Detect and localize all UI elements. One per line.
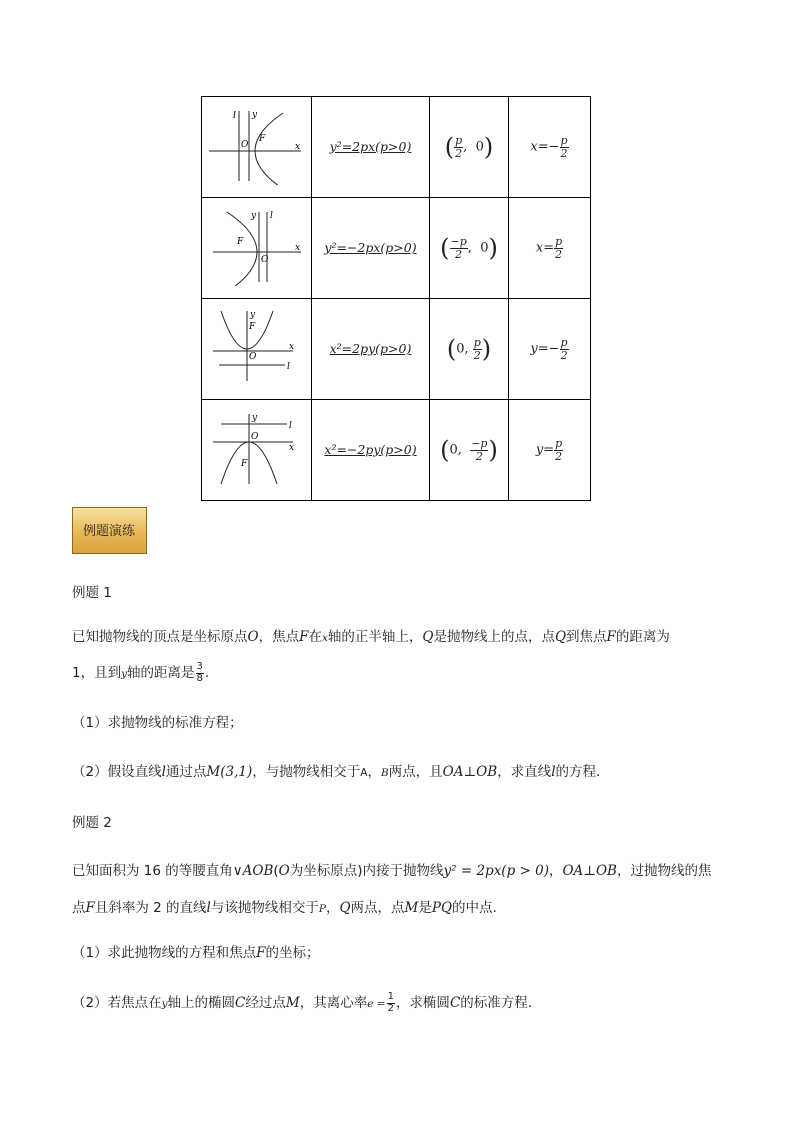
example1-q2: （2）假设直线l通过点M(3,1)，与抛物线相交于A，B两点，且OA⊥OB，求直线l的方程.: [72, 764, 601, 780]
f-label: F: [248, 322, 255, 332]
table-row: [202, 198, 591, 299]
parabola-table: [201, 96, 591, 501]
example2-title: 例题 2: [72, 815, 112, 831]
directrix-cell: y=− $\frac{p}{2}$: [509, 299, 591, 400]
x-label: x: [288, 443, 294, 453]
equation-cell: [312, 400, 430, 501]
focus-cell: (0, $\frac{-p}{2}$ ): [430, 400, 509, 501]
l-label: l: [286, 362, 290, 372]
graph-cell: [202, 198, 312, 299]
example2-line1: 已知面积为 16 的等腰直角∨AOB(O为坐标原点)内接于抛物线y² = 2px(p > 0)，OA⊥OB，过抛物线的焦: [72, 863, 712, 879]
table-row: [202, 299, 591, 400]
o-label: O: [260, 255, 268, 265]
x-label: x: [288, 342, 294, 352]
graph-cell: [202, 299, 312, 400]
example1-line2: 1，且到y轴的距离是 $\frac{3}{8}$ .: [72, 661, 210, 684]
parabola-right-graph: [207, 105, 307, 185]
equation: y²=−2px(p>0): [324, 240, 417, 255]
example2-q2: （2）若焦点在y轴上的椭圆C经过点M，其离心率e = $\frac{1}{2}$ ，求椭圆C的标准方程.: [72, 991, 533, 1014]
o-label: O: [248, 352, 256, 362]
y-label: y: [250, 211, 256, 221]
y-label: y: [251, 413, 257, 423]
f-label: F: [258, 134, 265, 144]
o-label: O: [250, 432, 258, 442]
equation: x²=2py(p>0): [329, 341, 412, 356]
f-label: F: [236, 237, 243, 247]
example1-line1: 已知抛物线的顶点是坐标原点O，焦点F在x轴的正半轴上，Q是抛物线上的点，点Q到焦点F的距离为: [72, 629, 670, 645]
l-label: l: [269, 211, 273, 221]
equation-cell: [312, 97, 430, 198]
table-row: [202, 97, 591, 198]
equation: x²=−2py(p>0): [324, 442, 417, 457]
directrix-cell: y= $\frac{p}{2}$: [509, 400, 591, 501]
equation: y²=2px(p>0): [329, 139, 412, 154]
example2-q1: （1）求此抛物线的方程和焦点F的坐标；: [72, 945, 320, 961]
y-label: y: [251, 110, 257, 120]
o-label: O: [240, 140, 248, 150]
parabola-down-graph: [207, 408, 307, 488]
section-badge: 例题演练: [72, 507, 147, 554]
x-label: x: [294, 243, 300, 253]
parabola-left-graph: [207, 206, 307, 286]
equation-cell: [312, 299, 430, 400]
equation-cell: [312, 198, 430, 299]
directrix-cell: x= $\frac{p}{2}$: [509, 198, 591, 299]
table-row: [202, 400, 591, 501]
l-label: l: [232, 111, 236, 121]
example1-title: 例题 1: [72, 585, 112, 601]
example1-q1: （1）求抛物线的标准方程；: [72, 715, 243, 731]
directrix-cell: x=− $\frac{p}{2}$: [509, 97, 591, 198]
focus-cell: ( $\frac{-p}{2}$ , 0): [430, 198, 509, 299]
y-label: y: [249, 310, 255, 320]
l-label: l: [288, 421, 292, 431]
focus-cell: (0, $\frac{p}{2}$ ): [430, 299, 509, 400]
f-label: F: [240, 459, 247, 469]
focus-cell: ( $\frac{p}{2}$ , 0): [430, 97, 509, 198]
graph-cell: [202, 400, 312, 501]
example2-line2: 点F且斜率为 2 的直线l与该抛物线相交于P，Q两点，点M是PQ的中点.: [72, 900, 497, 916]
graph-cell: [202, 97, 312, 198]
parabola-up-graph: [207, 307, 307, 387]
x-label: x: [294, 142, 300, 152]
